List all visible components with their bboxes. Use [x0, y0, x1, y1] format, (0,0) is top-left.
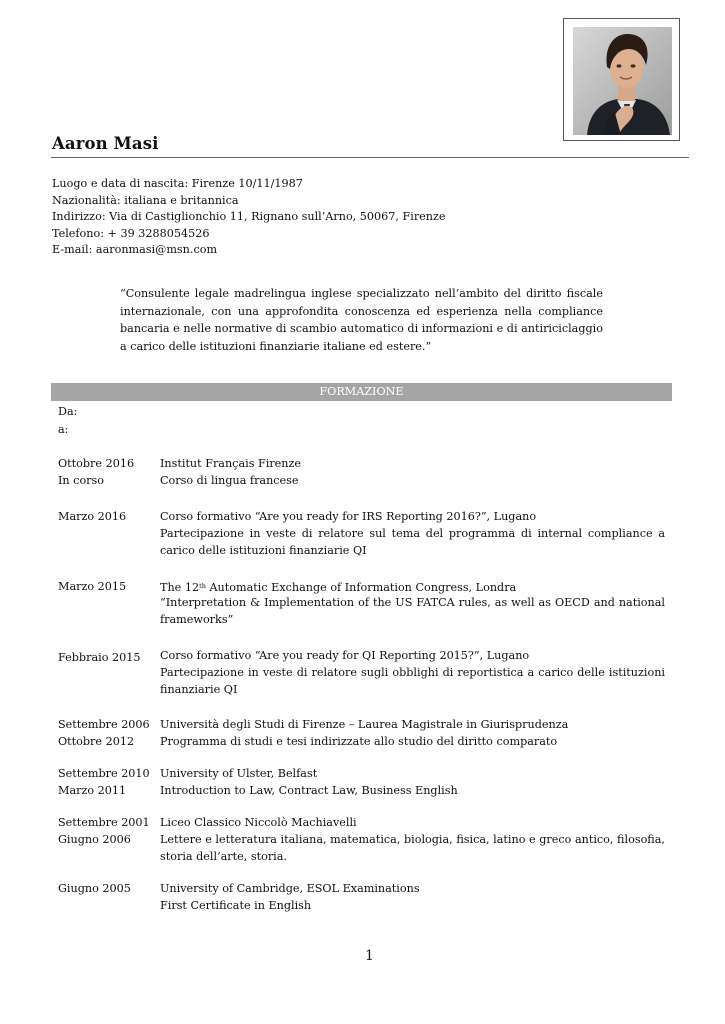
entry-start-date: Giugno 2005	[58, 882, 131, 895]
entry-description: Lettere e letteratura italiana, matematica, biologia, fisica, latino e greco antico, filosofia, storia dell’arte, storia.	[160, 833, 665, 863]
personal-info	[52, 176, 446, 259]
entry-start-date: Marzo 2015	[58, 580, 127, 593]
entry-end-date: Ottobre 2012	[58, 735, 135, 748]
entry-title-rest: Automatic Exchange of Information Congress, Londra	[205, 581, 517, 594]
entry-title: University of Ulster, Belfast	[160, 767, 318, 780]
entry-start-date: Marzo 2016	[58, 510, 127, 523]
entry-title	[160, 578, 665, 597]
entry-start-date: Settembre 2001	[58, 816, 150, 829]
entry-title: University of Cambridge, ESOL Examinations	[160, 882, 420, 895]
entry-end-date: Giugno 2006	[58, 833, 131, 846]
entry-title-prefix: The 12	[160, 581, 200, 594]
entry-end-date: Marzo 2011	[58, 784, 127, 797]
entry-title: Liceo Classico Niccolò Machiavelli	[160, 816, 357, 829]
ordinal-suffix: th	[199, 582, 206, 590]
birth-info: Luogo e data di nascita: Firenze 10/11/1987	[52, 177, 303, 190]
period-to-label: a:	[58, 423, 69, 436]
entry-start-date: Settembre 2006	[58, 718, 150, 731]
entry-title: Institut Français Firenze	[160, 457, 302, 470]
entry-title: Corso formativo “Are you ready for IRS Reporting 2016?”, Lugano	[160, 510, 537, 523]
entry-description: Partecipazione in veste di relatore sul tema del programma di internal compliance a carico delle istituzioni finanziarie QI	[160, 527, 665, 557]
candidate-name: Aaron Masi	[52, 134, 159, 153]
profile-photo-frame	[563, 18, 680, 141]
header-divider	[51, 157, 689, 158]
entry-description: First Certificate in English	[160, 899, 312, 912]
entry-end-date: In corso	[58, 474, 105, 487]
entry-title: Università degli Studi di Firenze – Laurea Magistrale in Giurisprudenza	[160, 718, 569, 731]
entry-start-date: Ottobre 2016	[58, 457, 135, 470]
entry-description: Partecipazione in veste di relatore sugli obblighi di reportistica a carico delle istituzioni finanziarie QI	[160, 666, 665, 696]
entry-title: Corso formativo “Are you ready for QI Reporting 2015?”, Lugano	[160, 649, 530, 662]
section-header-formazione: FORMAZIONE	[51, 383, 672, 401]
entry-start-date: Settembre 2010	[58, 767, 150, 780]
portrait-image	[573, 27, 672, 135]
profile-photo	[573, 27, 672, 135]
nationality-info: Nazionalità: italiana e britannica	[52, 193, 239, 207]
entry-description: Corso di lingua francese	[160, 474, 299, 487]
entry-description: “Interpretation & Implementation of the US FATCA rules, as well as OECD and national frameworks”	[160, 596, 665, 626]
entry-description: Introduction to Law, Contract Law, Business English	[160, 784, 458, 797]
period-from-label: Da:	[58, 405, 78, 418]
entry-start-date: Febbraio 2015	[58, 651, 141, 664]
address-info: Indirizzo: Via di Castiglionchio 11, Rignano sull’Arno, 50067, Firenze	[52, 210, 446, 224]
entry-description: Programma di studi e tesi indirizzate allo studio del diritto comparato	[160, 735, 558, 748]
page-number: 1	[365, 948, 374, 964]
professional-summary: “Consulente legale madrelingua inglese specializzato nell’ambito del diritto fiscale internazionale, con una approfondita conoscenza ed esperienza nella compliance bancaria e nelle normative di scambio automatico di informazioni e di antiriciclaggio a carico delle istituzioni finanziarie italiane ed estere.”	[120, 287, 603, 353]
email-info: E-mail: aaronmasi@msn.com	[52, 243, 218, 257]
phone-info: Telefono: + 39 3288054526	[52, 226, 210, 240]
